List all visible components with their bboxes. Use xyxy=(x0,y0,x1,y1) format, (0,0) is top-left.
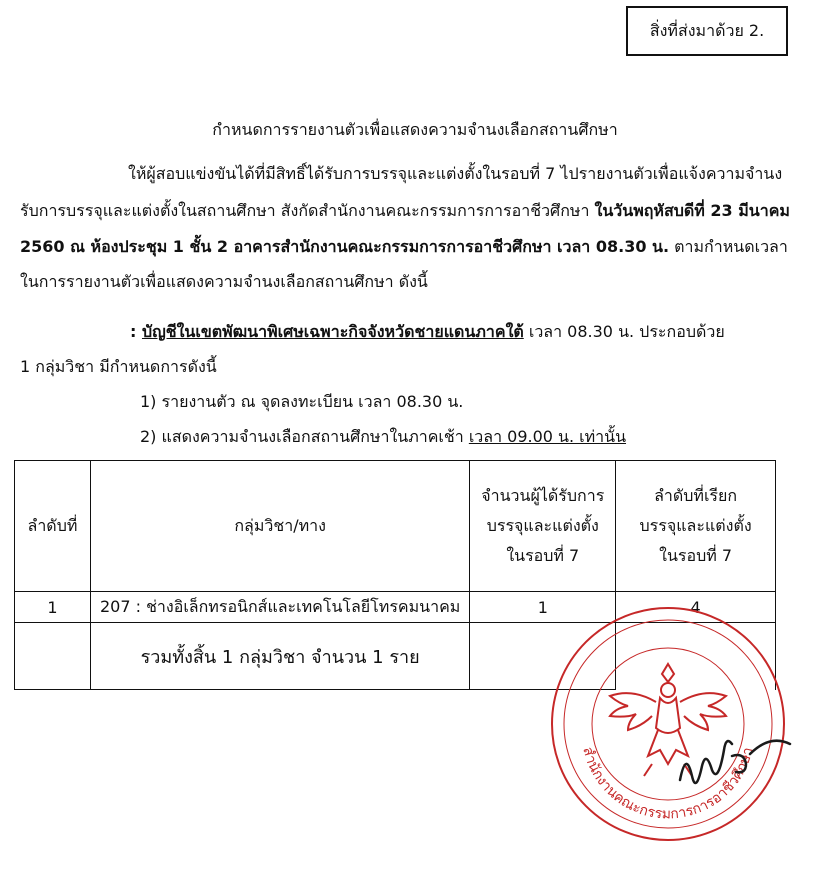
document-title: กำหนดการรายงานตัวเพื่อแสดงความจำนงเลือกสถานศึกษา xyxy=(212,120,618,139)
schedule-item-2 xyxy=(140,425,626,450)
schedule-item-1-text: 1) รายงานตัว ณ จุดลงทะเบียน เวลา 08.30 น. xyxy=(140,392,464,411)
schedule-item-2-time: เวลา 09.00 น. เท่านั้น xyxy=(468,427,627,446)
intro-line-3 xyxy=(20,235,810,260)
intro-line-2 xyxy=(20,199,810,224)
intro-line-1 xyxy=(20,162,810,187)
signature-mark xyxy=(670,720,800,800)
intro-line-4-text: ในการรายงานตัวเพื่อแสดงความจำนงเลือกสถานศึกษา ดังนี้ xyxy=(20,272,428,291)
section-line-2-text: 1 กลุ่มวิชา มีกำหนดการดังนี้ xyxy=(20,357,217,376)
header-group: กลุ่มวิชา/ทาง xyxy=(90,461,469,592)
intro-line-3-text: ตามกำหนดเวลา xyxy=(669,237,788,256)
intro-line-1-text: ให้ผู้สอบแข่งขันได้ที่มีสิทธิ์ได้รับการบรรจุและแต่งตั้งในรอบที่ 7 ไปรายงานตัวเพื่อแจ้งความจำนง xyxy=(128,164,783,183)
enclosure-label xyxy=(626,6,788,56)
intro-line-4 xyxy=(20,270,810,295)
cell-group: 207 : ช่างอิเล็กทรอนิกส์และเทคโนโลยีโทรคมนาคม xyxy=(90,592,469,623)
section-prefix: : xyxy=(130,322,142,341)
seal-text: สำนักงานคณะกรรมการการอาชีวศึกษา xyxy=(579,745,757,823)
schedule-item-2-text: 2) แสดงความจำนงเลือกสถานศึกษาในภาคเช้า xyxy=(140,427,469,446)
cell-total-empty xyxy=(15,623,91,690)
section-line-2 xyxy=(20,355,810,380)
cell-order: 1 xyxy=(15,592,91,623)
section-line-1 xyxy=(20,320,810,345)
intro-venue-text: 2560 ณ ห้องประชุม 1 ชั้น 2 อาคารสำนักงานคณะกรรมการการอาชีวศึกษา เวลา 08.30 น. xyxy=(20,237,670,256)
enclosure-label-text: สิ่งที่ส่งมาด้วย 2. xyxy=(649,20,765,40)
schedule-item-1 xyxy=(140,390,463,415)
header-rank: ลำดับที่เรียก บรรจุและแต่งตั้ง ในรอบที่ 7 xyxy=(616,461,776,592)
header-count: จำนวนผู้ได้รับการ บรรจุและแต่งตั้ง ในรอบที่ 7 xyxy=(470,461,616,592)
section-time-text: เวลา 08.30 น. ประกอบด้วย xyxy=(523,322,725,341)
cell-total: รวมทั้งสิ้น 1 กลุ่มวิชา จำนวน 1 ราย xyxy=(90,623,469,690)
intro-line-2-text: รับการบรรจุและแต่งตั้งในสถานศึกษา สังกัดสำนักงานคณะกรรมการการอาชีวศึกษา xyxy=(20,201,595,220)
cell-count: 1 xyxy=(470,592,616,623)
section-list-name: บัญชีในเขตพัฒนาพิเศษเฉพาะกิจจังหวัดชายแดนภาคใต้ xyxy=(141,322,524,341)
table-header-row xyxy=(15,461,776,592)
header-order: ลำดับที่ xyxy=(15,461,91,592)
intro-date-text: ในวันพฤหัสบดีที่ 23 มีนาคม xyxy=(594,201,790,220)
cell-rank: 4 xyxy=(616,592,776,623)
